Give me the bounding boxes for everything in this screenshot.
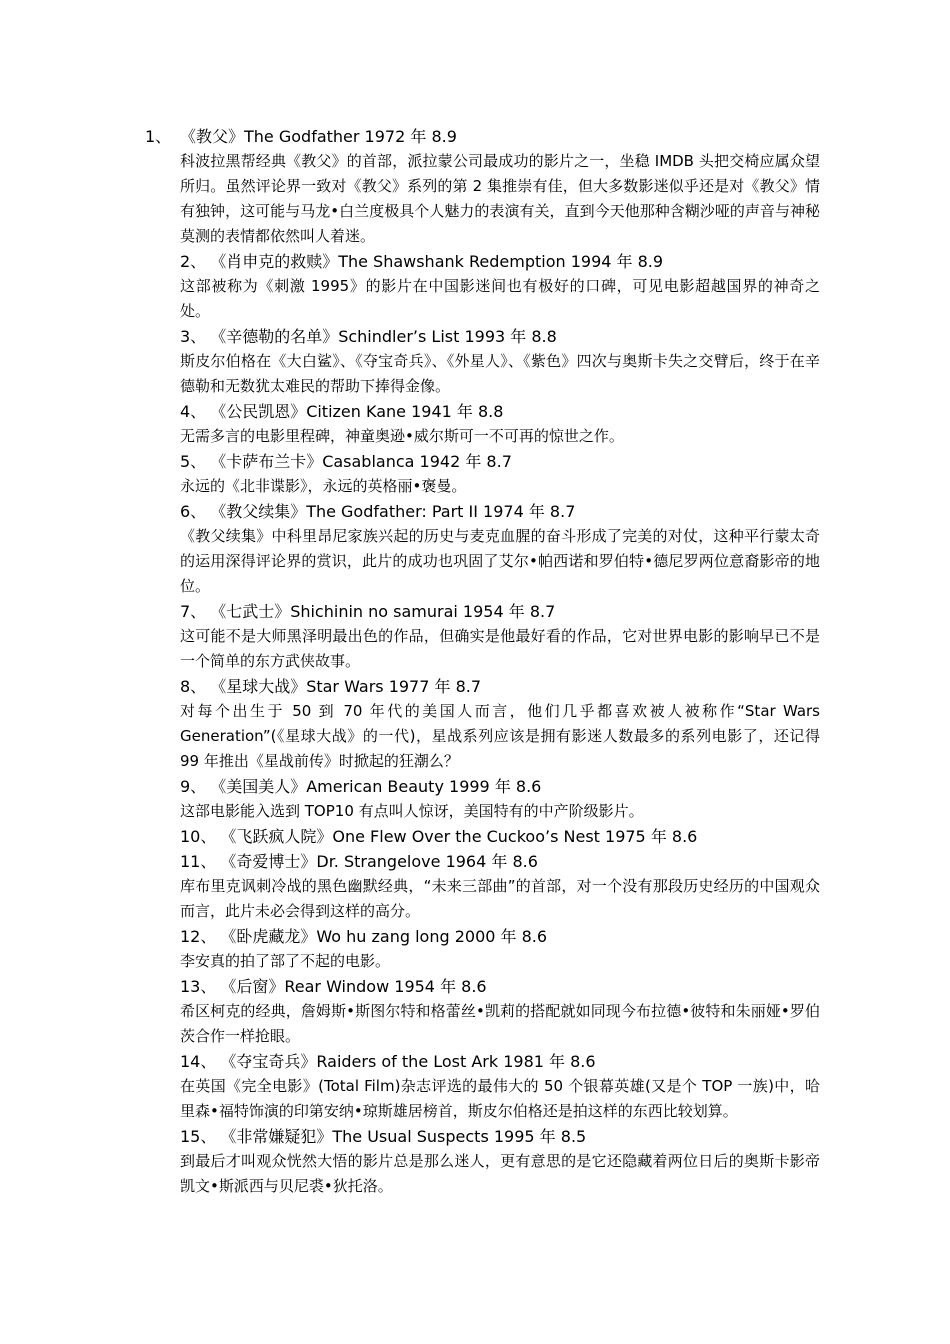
list-item: [145, 674, 825, 774]
list-item: [145, 774, 825, 824]
entry-title: 《卡萨布兰卡》Casablanca 1942 年 8.7: [210, 452, 512, 471]
list-item: [145, 399, 825, 449]
entry-title: 《美国美人》American Beauty 1999 年 8.6: [210, 777, 542, 796]
entry-title-line: [180, 824, 825, 849]
entry-number: 3、: [180, 327, 207, 346]
movie-ranking-list: [145, 124, 825, 1199]
entry-title: 《非常嫌疑犯》The Usual Suspects 1995 年 8.5: [220, 1127, 587, 1146]
entry-number: 9、: [180, 777, 207, 796]
entry-description: 在英国《完全电影》(Total Film)杂志评选的最伟大的 50 个银幕英雄(又是个 TOP 一族)中，哈里森•福特饰演的印第安纳•琼斯雄居榜首，斯皮尔伯格还是拍这样的东西比较划算。: [180, 1077, 820, 1120]
entry-number: 7、: [180, 602, 207, 621]
entry-title-line: [180, 674, 825, 699]
entry-title: 《星球大战》Star Wars 1977 年 8.7: [210, 677, 482, 696]
list-item: [145, 849, 825, 924]
entry-number: 8、: [180, 677, 207, 696]
entry-title: 《肖申克的救赎》The Shawshank Redemption 1994 年 8.9: [210, 252, 664, 271]
entry-title: 《后窗》Rear Window 1954 年 8.6: [220, 977, 487, 996]
list-item: [145, 599, 825, 674]
entry-number: 11、: [180, 852, 217, 871]
list-item: [145, 249, 825, 324]
entry-title: 《辛德勒的名单》Schindler’s List 1993 年 8.8: [210, 327, 557, 346]
entry-title-line: [180, 974, 825, 999]
list-item: [145, 974, 825, 1049]
entry-description: 《教父续集》中科里昂尼家族兴起的历史与麦克血腥的奋斗形成了完美的对仗，这种平行蒙太奇的运用深得评论界的赏识，此片的成功也巩固了艾尔•帕西诺和罗伯特•德尼罗两位意裔影帝的地位。: [180, 527, 820, 595]
entry-description: 李安真的拍了部了不起的电影。: [180, 952, 391, 970]
list-item: [145, 449, 825, 499]
list-item: [145, 1049, 825, 1124]
entry-title-line: [145, 124, 825, 149]
entry-title-line: [180, 774, 825, 799]
entry-title: 《七武士》Shichinin no samurai 1954 年 8.7: [210, 602, 556, 621]
entry-title-line: [180, 324, 825, 349]
entry-title: 《夺宝奇兵》Raiders of the Lost Ark 1981 年 8.6: [220, 1052, 596, 1071]
entry-number: 6、: [180, 502, 207, 521]
entry-description: 对每个出生于 50 到 70 年代的美国人而言，他们几乎都喜欢被人被称作“Star Wars Generation”(《星球大战》的一代)，星战系列应该是拥有影迷人数最多的系列电影了，还记得 99 年推出《星战前传》时掀起的狂潮么？: [180, 702, 820, 770]
list-item: [145, 324, 825, 399]
entry-title: 《教父》The Godfather 1972 年 8.9: [180, 127, 457, 146]
list-item: [145, 1124, 825, 1199]
entry-number: 10、: [180, 827, 217, 846]
list-item: [145, 924, 825, 974]
entry-description: 科波拉黑帮经典《教父》的首部，派拉蒙公司最成功的影片之一，坐稳 IMDB 头把交椅应属众望所归。虽然评论界一致对《教父》系列的第 2 集推崇有佳，但大多数影迷似乎还是对《教父》情有独钟，这可能与马龙•白兰度极具个人魅力的表演有关，直到今天他那种含糊沙哑的声音与神秘莫测的表情都依然叫人着迷。: [180, 152, 820, 245]
entry-number: 5、: [180, 452, 207, 471]
entry-title-line: [180, 1124, 825, 1149]
entry-description: 这部被称为《刺激 1995》的影片在中国影迷间也有极好的口碑，可见电影超越国界的神奇之处。: [180, 277, 820, 320]
entry-description: 到最后才叫观众恍然大悟的影片总是那么迷人，更有意思的是它还隐藏着两位日后的奥斯卡影帝凯文•斯派西与贝尼裘•狄托洛。: [180, 1152, 820, 1195]
list-item: [145, 499, 825, 599]
entry-title-line: [180, 499, 825, 524]
entry-description: 无需多言的电影里程碑，神童奥逊•威尔斯可一不可再的惊世之作。: [180, 427, 624, 445]
entry-title: 《教父续集》The Godfather: Part II 1974 年 8.7: [210, 502, 576, 521]
entry-description: 斯皮尔伯格在《大白鲨》、《夺宝奇兵》、《外星人》、《紫色》四次与奥斯卡失之交臂后，终于在辛德勒和无数犹太难民的帮助下捧得金像。: [180, 352, 820, 395]
entry-number: 2、: [180, 252, 207, 271]
entry-title: 《奇爱博士》Dr. Strangelove 1964 年 8.6: [220, 852, 538, 871]
entry-number: 13、: [180, 977, 217, 996]
entry-description: 这可能不是大师黑泽明最出色的作品，但确实是他最好看的作品，它对世界电影的影响早已不是一个简单的东方武侠故事。: [180, 627, 820, 670]
entry-description: 库布里克讽刺冷战的黑色幽默经典，“未来三部曲”的首部，对一个没有那段历史经历的中国观众而言，此片未必会得到这样的高分。: [180, 877, 820, 920]
entry-number: 1、: [145, 127, 172, 146]
entry-title-line: [180, 1049, 825, 1074]
entry-number: 12、: [180, 927, 217, 946]
entry-number: 4、: [180, 402, 207, 421]
entry-title: 《卧虎藏龙》Wo hu zang long 2000 年 8.6: [220, 927, 548, 946]
entry-title-line: [180, 449, 825, 474]
entry-title: 《飞跃疯人院》One Flew Over the Cuckoo’s Nest 1975 年 8.6: [220, 827, 698, 846]
list-item: [145, 824, 825, 849]
entry-title: 《公民凯恩》Citizen Kane 1941 年 8.8: [210, 402, 504, 421]
entry-number: 15、: [180, 1127, 217, 1146]
entry-title-line: [180, 249, 825, 274]
entry-title-line: [180, 924, 825, 949]
entry-title-line: [180, 849, 825, 874]
entry-title-line: [180, 399, 825, 424]
entry-number: 14、: [180, 1052, 217, 1071]
entry-description: 希区柯克的经典，詹姆斯•斯图尔特和格蕾丝•凯莉的搭配就如同现今布拉德•彼特和朱丽娅•罗伯茨合作一样抢眼。: [180, 1002, 820, 1045]
entry-description: 永远的《北非谍影》，永远的英格丽•褒曼。: [180, 477, 467, 495]
entry-title-line: [180, 599, 825, 624]
list-item: [145, 124, 825, 249]
entry-description: 这部电影能入选到 TOP10 有点叫人惊讶，美国特有的中产阶级影片。: [180, 802, 644, 820]
